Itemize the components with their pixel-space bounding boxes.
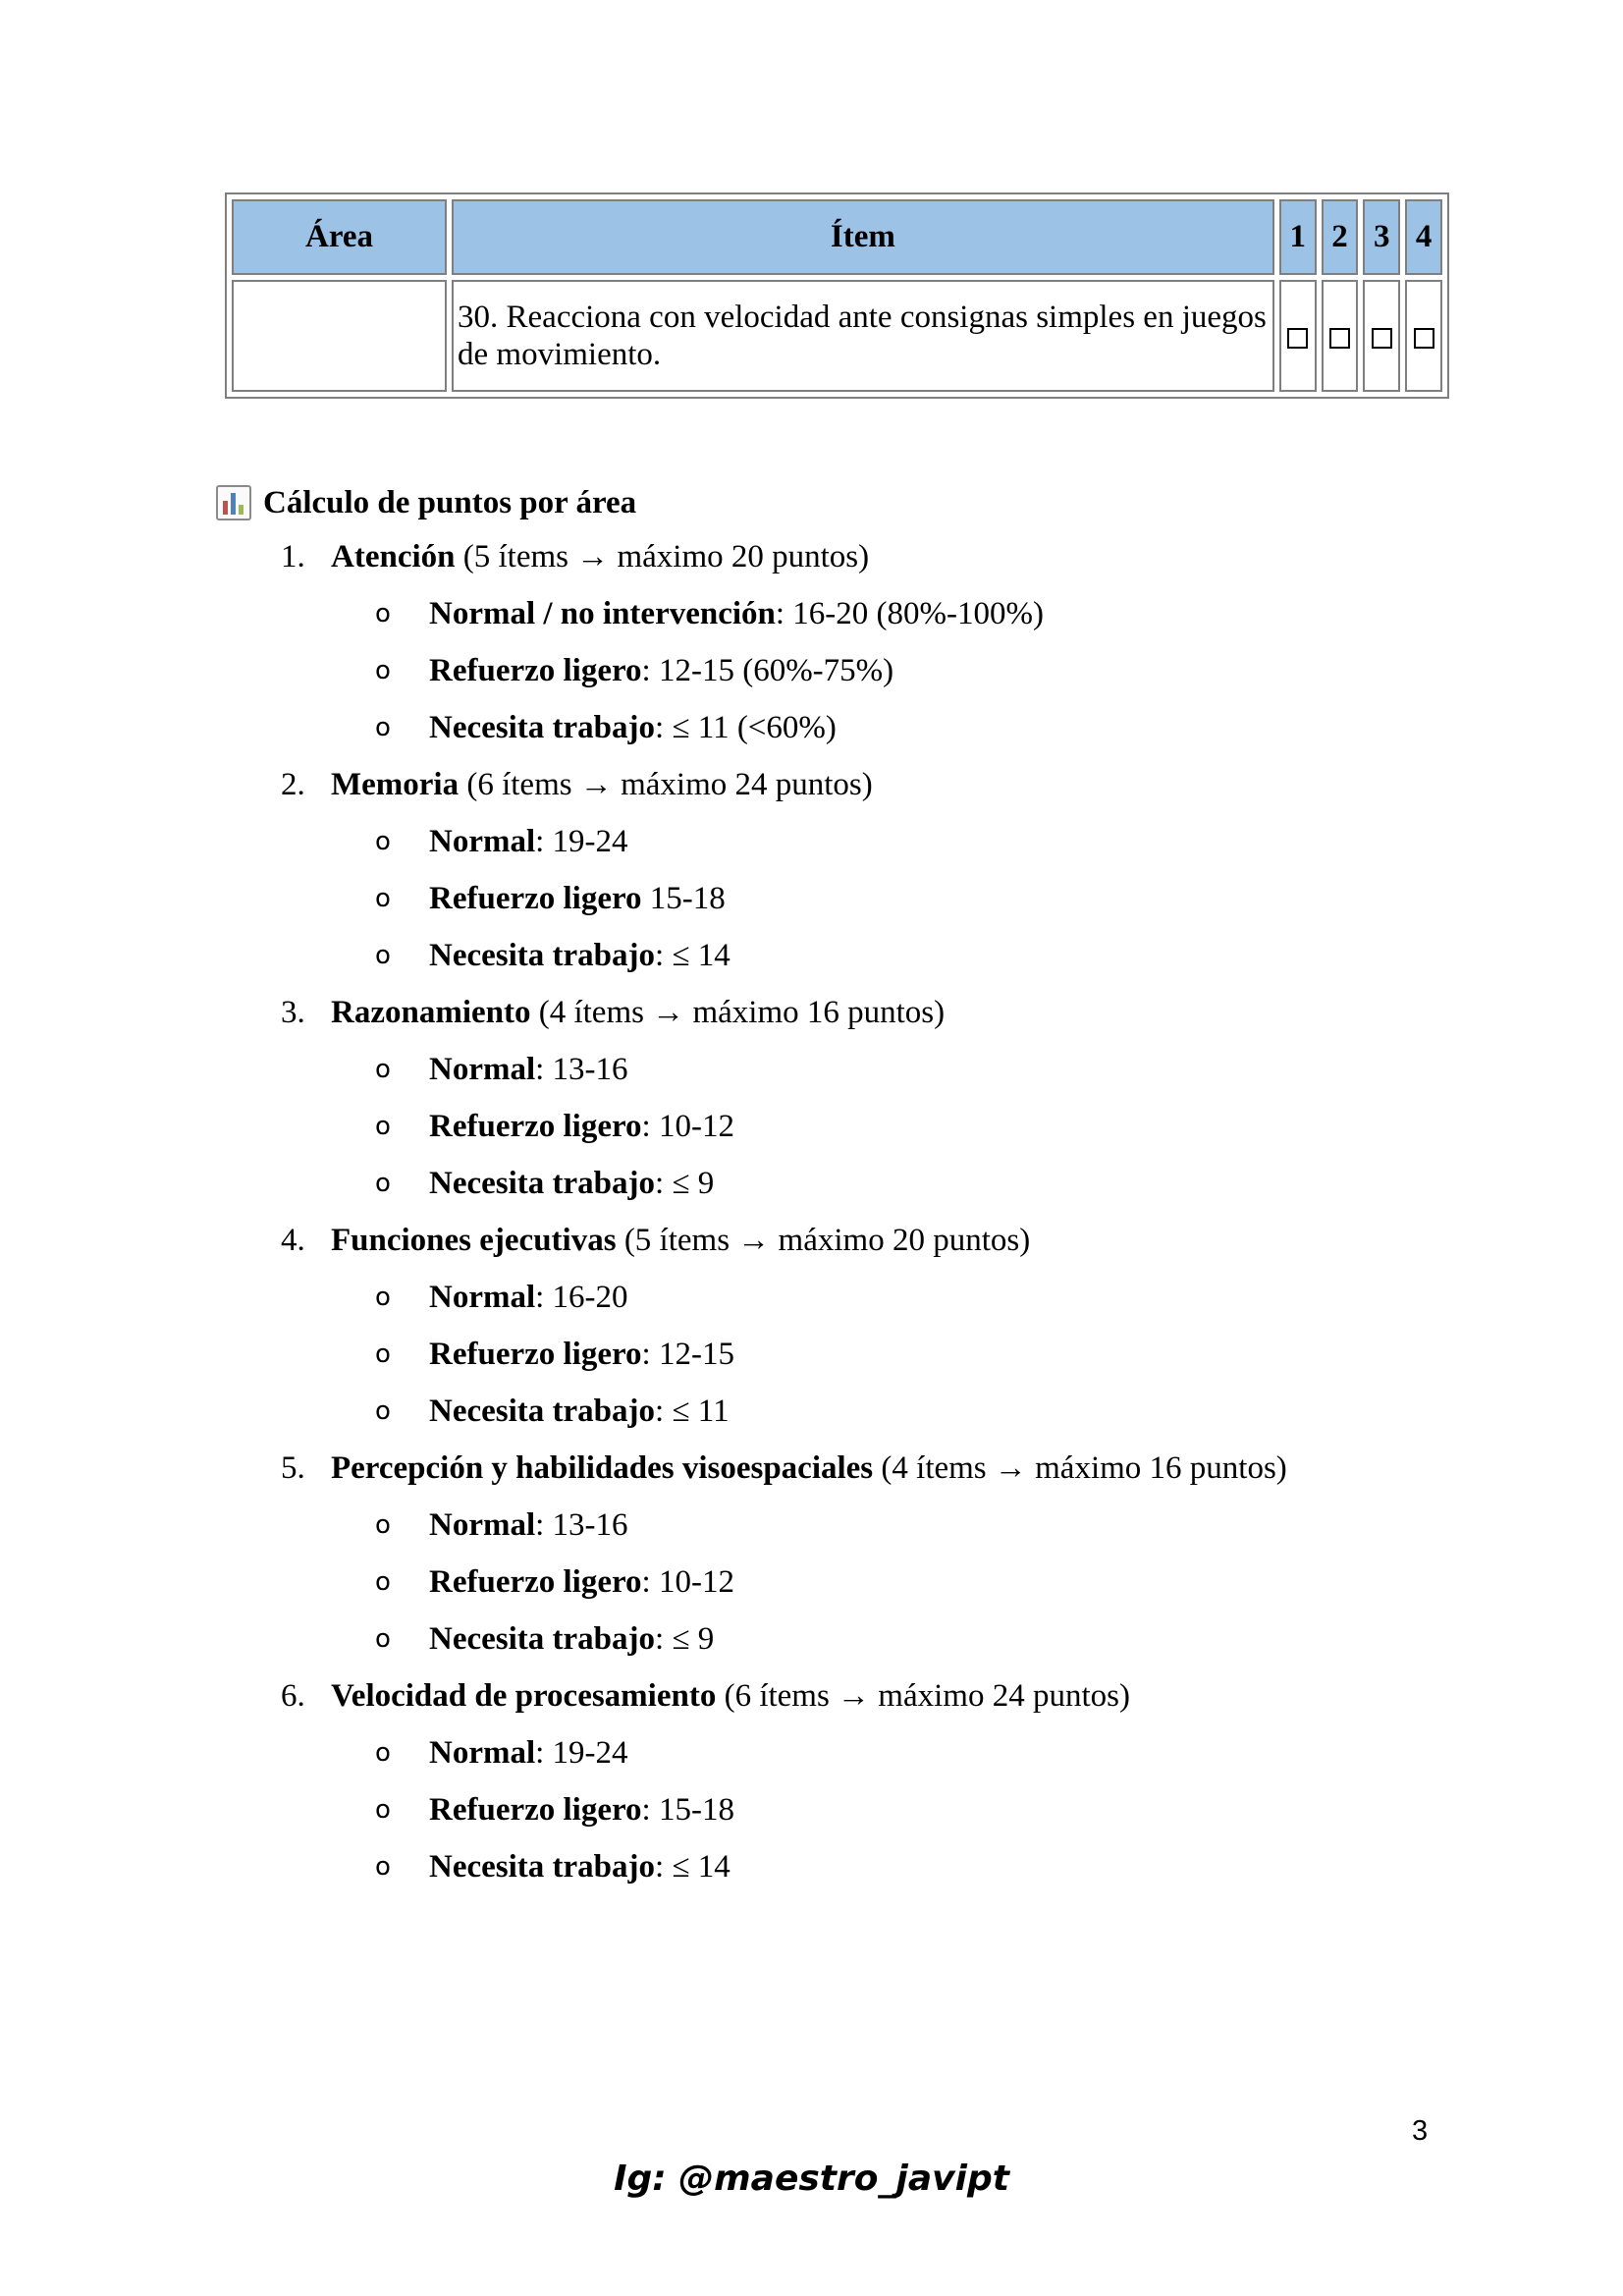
level-value: : 13-16 — [535, 1052, 628, 1087]
header-score-1: 1 — [1279, 199, 1317, 275]
checkbox-score-1[interactable] — [1287, 328, 1308, 349]
level-label: Normal — [429, 1507, 536, 1543]
header-score-4: 4 — [1405, 199, 1442, 275]
circle-bullet-icon: o — [375, 1795, 391, 1825]
level-value: : 15-18 — [641, 1792, 734, 1828]
area-detail: (4 ítems → máximo 16 puntos) — [530, 995, 946, 1030]
level-value: : 16-20 (80%-100%) — [775, 596, 1044, 631]
level-label: Refuerzo ligero — [429, 1792, 642, 1828]
area-list-item — [216, 984, 1492, 1212]
level-label: Necesita trabajo — [429, 710, 656, 745]
level-value: : 16-20 — [535, 1280, 628, 1315]
area-list-item — [216, 1212, 1492, 1440]
area-line — [216, 528, 1492, 585]
evaluation-table — [225, 192, 1449, 399]
level-label: Normal — [429, 1735, 536, 1771]
area-detail: (4 ítems → máximo 16 puntos) — [873, 1450, 1287, 1486]
level-label: Normal / no intervención — [429, 596, 776, 631]
level-label: Necesita trabajo — [429, 1621, 656, 1657]
header-item: Ítem — [452, 199, 1274, 275]
area-detail: (5 ítems → máximo 20 puntos) — [455, 539, 870, 574]
area-number: 4. — [281, 1223, 305, 1258]
level-list-item — [216, 1098, 1492, 1155]
area-number: 5. — [281, 1450, 305, 1486]
level-list-item — [216, 1041, 1492, 1098]
level-list-item — [216, 927, 1492, 984]
level-list-item — [216, 1781, 1492, 1838]
area-name: Memoria — [331, 767, 460, 802]
level-list-item — [216, 1611, 1492, 1667]
level-label: Refuerzo ligero — [429, 653, 642, 688]
area-number: 3. — [281, 995, 305, 1030]
bar-chart-icon — [216, 485, 251, 520]
area-list-item — [216, 1440, 1492, 1667]
level-value: : 12-15 (60%-75%) — [641, 653, 894, 688]
level-list-item — [216, 699, 1492, 756]
item-text: 30. Reacciona con velocidad ante consignas simples en juegos de movimiento. — [458, 300, 1267, 372]
level-label: Necesita trabajo — [429, 1849, 656, 1885]
circle-bullet-icon: o — [375, 1510, 391, 1540]
level-list-item — [216, 1383, 1492, 1440]
area-detail: (6 ítems → máximo 24 puntos) — [459, 767, 873, 802]
level-list-item — [216, 642, 1492, 699]
circle-bullet-icon: o — [375, 1169, 391, 1198]
checkbox-score-3[interactable] — [1372, 328, 1392, 349]
area-number: 2. — [281, 767, 305, 802]
circle-bullet-icon: o — [375, 884, 391, 913]
level-label: Refuerzo ligero — [429, 881, 642, 916]
level-label: Refuerzo ligero — [429, 1337, 642, 1372]
area-list-item — [216, 1667, 1492, 1895]
circle-bullet-icon: o — [375, 1112, 391, 1141]
area-name: Funciones ejecutivas — [331, 1223, 617, 1258]
area-list-item — [216, 756, 1492, 984]
score-cell-2 — [1322, 280, 1359, 392]
circle-bullet-icon: o — [375, 1738, 391, 1768]
levels-list — [216, 1724, 1492, 1895]
level-list-item — [216, 1554, 1492, 1611]
footer-handle: Ig: @maestro_javipt — [614, 2159, 1009, 2199]
area-name: Atención — [331, 539, 456, 574]
area-name: Razonamiento — [331, 995, 531, 1030]
page-number: 3 — [1412, 2115, 1429, 2147]
area-detail: (5 ítems → máximo 20 puntos) — [616, 1223, 1031, 1258]
level-value: : 13-16 — [535, 1507, 628, 1543]
level-list-item — [216, 1838, 1492, 1895]
level-value: : ≤ 9 — [655, 1621, 715, 1657]
area-line — [216, 1667, 1492, 1724]
level-list-item — [216, 1724, 1492, 1781]
header-score-2: 2 — [1322, 199, 1359, 275]
checkbox-score-4[interactable] — [1414, 328, 1434, 349]
checkbox-score-2[interactable] — [1329, 328, 1350, 349]
levels-list — [216, 585, 1492, 756]
score-cell-4 — [1405, 280, 1442, 392]
section-heading — [216, 477, 1492, 528]
level-label: Necesita trabajo — [429, 1394, 656, 1429]
level-list-item — [216, 870, 1492, 927]
level-list-item — [216, 813, 1492, 870]
table-row — [232, 280, 1442, 392]
circle-bullet-icon: o — [375, 1852, 391, 1882]
areas-list — [216, 528, 1492, 1895]
area-line — [216, 1440, 1492, 1497]
area-line — [216, 1212, 1492, 1269]
level-label: Normal — [429, 1052, 536, 1087]
header-score-3: 3 — [1363, 199, 1400, 275]
level-label: Refuerzo ligero — [429, 1564, 642, 1600]
level-value: : 10-12 — [641, 1564, 734, 1600]
circle-bullet-icon: o — [375, 1567, 391, 1597]
area-number: 1. — [281, 539, 305, 574]
level-label: Normal — [429, 1280, 536, 1315]
circle-bullet-icon: o — [375, 827, 391, 856]
levels-list — [216, 1497, 1492, 1667]
circle-bullet-icon: o — [375, 941, 391, 970]
circle-bullet-icon: o — [375, 1339, 391, 1369]
level-value: : ≤ 11 — [655, 1394, 730, 1429]
level-value: : 19-24 — [535, 824, 628, 859]
level-list-item — [216, 1269, 1492, 1326]
area-cell — [232, 280, 447, 392]
area-number: 6. — [281, 1678, 305, 1714]
level-label: Refuerzo ligero — [429, 1109, 642, 1144]
area-line — [216, 756, 1492, 813]
circle-bullet-icon: o — [375, 656, 391, 685]
level-value: : 10-12 — [641, 1109, 734, 1144]
section-title: Cálculo de puntos por área — [263, 484, 637, 520]
area-line — [216, 984, 1492, 1041]
level-value: : 19-24 — [535, 1735, 628, 1771]
circle-bullet-icon: o — [375, 1624, 391, 1654]
area-name: Velocidad de procesamiento — [331, 1678, 717, 1714]
item-cell — [452, 280, 1274, 392]
level-value: 15-18 — [641, 881, 726, 916]
circle-bullet-icon: o — [375, 1055, 391, 1084]
level-label: Necesita trabajo — [429, 938, 656, 973]
level-value: : ≤ 11 (<60%) — [655, 710, 837, 745]
level-value: : 12-15 — [641, 1337, 734, 1372]
area-detail: (6 ítems → máximo 24 puntos) — [716, 1678, 1130, 1714]
level-list-item — [216, 1497, 1492, 1554]
table-header-row — [232, 199, 1442, 275]
score-cell-1 — [1279, 280, 1317, 392]
level-value: : ≤ 14 — [655, 938, 730, 973]
circle-bullet-icon: o — [375, 1396, 391, 1426]
header-area: Área — [232, 199, 447, 275]
level-label: Normal — [429, 824, 536, 859]
area-list-item — [216, 528, 1492, 756]
level-list-item — [216, 1155, 1492, 1212]
circle-bullet-icon: o — [375, 599, 391, 629]
circle-bullet-icon: o — [375, 713, 391, 742]
points-calculation-section — [216, 477, 1492, 1895]
level-list-item — [216, 1326, 1492, 1383]
level-list-item — [216, 585, 1492, 642]
levels-list — [216, 1041, 1492, 1212]
area-name: Percepción y habilidades visoespaciales — [331, 1450, 874, 1486]
score-cell-3 — [1363, 280, 1400, 392]
levels-list — [216, 1269, 1492, 1440]
circle-bullet-icon: o — [375, 1283, 391, 1312]
level-label: Necesita trabajo — [429, 1166, 656, 1201]
level-value: : ≤ 9 — [655, 1166, 715, 1201]
level-value: : ≤ 14 — [655, 1849, 730, 1885]
levels-list — [216, 813, 1492, 984]
